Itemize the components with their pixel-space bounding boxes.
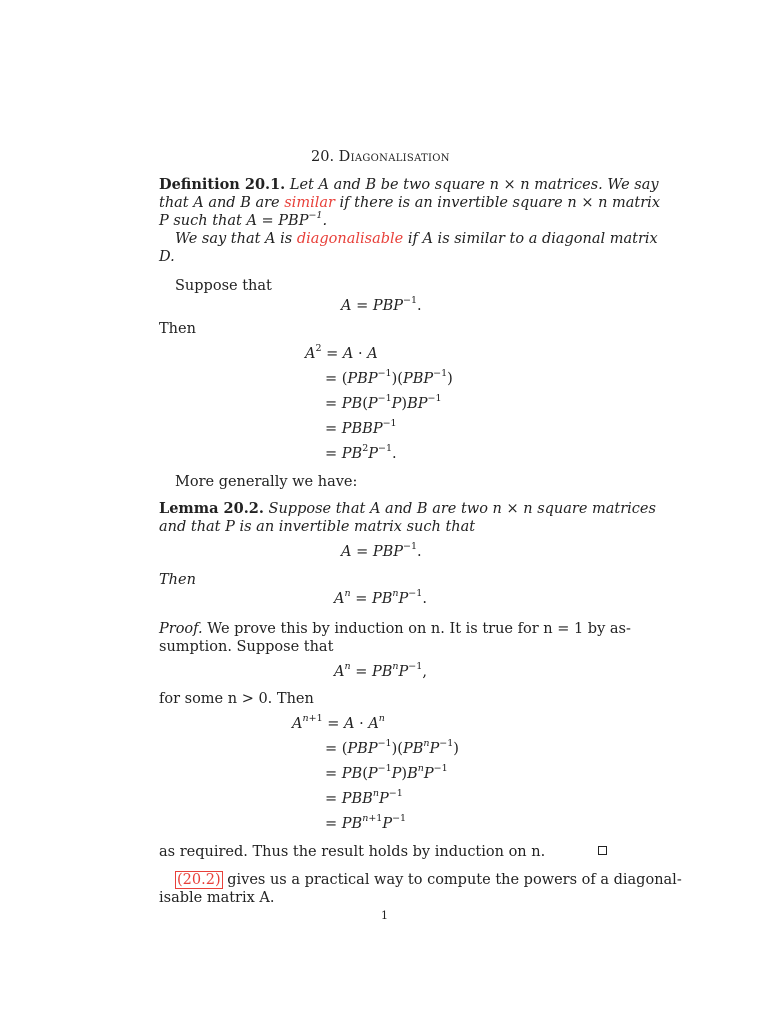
equation-a2-line2: = $(PBP^{-1})(PBP^{-1})$	[325, 368, 453, 387]
proof-conclusion: as required. Thus the result holds by induction on n.	[159, 844, 546, 860]
proof-eq-line1: $A^{n+1} = A \cdot A^n$	[292, 713, 385, 732]
proof-some-n: for some n > 0. Then	[159, 691, 314, 707]
proof-eq-line2: = $(PBP^{-1})(PB^nP^{-1})$	[325, 738, 459, 757]
proof-equation-1: $A^n = PB^nP^{-1}$,	[334, 661, 427, 680]
lemma-line-1	[159, 500, 656, 518]
definition-line-5: D.	[159, 249, 175, 265]
section-number: 20.	[311, 149, 335, 165]
suppose-text: Suppose that	[175, 278, 272, 294]
equation-a2-line3: = $PB(P^{-1}P)BP^{-1}$	[325, 393, 442, 412]
lemma-line-2: and that P is an invertible matrix such that	[159, 519, 476, 535]
lemma-then: Then	[159, 572, 196, 588]
proof-line-1	[159, 620, 631, 638]
definition-text-1: Let A and B be two square n × n matrices. We say	[289, 177, 659, 193]
equation-a2-line1: $A^2 = A \cdot A$	[305, 343, 378, 362]
more-generally-text: More generally we have:	[175, 474, 358, 490]
similar-term[interactable]: similar	[284, 195, 335, 211]
definition-line-1	[159, 176, 659, 194]
definition-line-4: We say that A is diagonalisable if A is similar to a diagonal matrix	[175, 231, 658, 247]
proof-text-1: We prove this by induction on n. It is true for n = 1 by as-	[207, 621, 631, 637]
equation-a2-line4: = $PBBP^{-1}$	[325, 418, 397, 437]
definition-line-2: that A and B are similar if there is an invertible square n × n matrix	[159, 195, 660, 211]
section-heading	[311, 148, 450, 166]
page-number: 1	[381, 909, 388, 922]
equation-a2-line5: = $PB^2P^{-1}$.	[325, 443, 397, 462]
lemma-reference-link[interactable]: (20.2)	[177, 872, 221, 888]
diagonalisable-term[interactable]: diagonalisable	[296, 231, 404, 247]
lemma-text-1: Suppose that A and B are two n × n square matrices	[268, 501, 656, 517]
proof-eq-line3: = $PB(P^{-1}P)B^nP^{-1}$	[325, 763, 448, 782]
proof-line-2: sumption. Suppose that	[159, 639, 334, 655]
lemma-label: Lemma 20.2.	[159, 500, 264, 517]
closing-line-2: isable matrix A.	[159, 890, 275, 906]
lemma-equation-2: $A^n = PB^nP^{-1}$.	[334, 588, 427, 607]
proof-label: Proof.	[159, 621, 203, 637]
definition-label: Definition 20.1.	[159, 176, 286, 193]
then-text: Then	[159, 321, 196, 337]
equation-a-pbp: $A = PBP^{-1}$.	[341, 295, 422, 314]
section-title: Diagonalisation	[338, 149, 450, 165]
proof-eq-line4: = $PBB^nP^{-1}$	[325, 788, 403, 807]
definition-line-3: P such that $A = PBP^{-1}$.	[159, 210, 328, 229]
qed-square-icon	[598, 846, 607, 855]
closing-line-1: (20.2) gives us a practical way to compute the powers of a diagonal-	[177, 872, 682, 888]
lemma-equation-1: $A = PBP^{-1}$.	[341, 541, 422, 560]
proof-eq-line5: = $PB^{n+1}P^{-1}$	[325, 813, 407, 832]
